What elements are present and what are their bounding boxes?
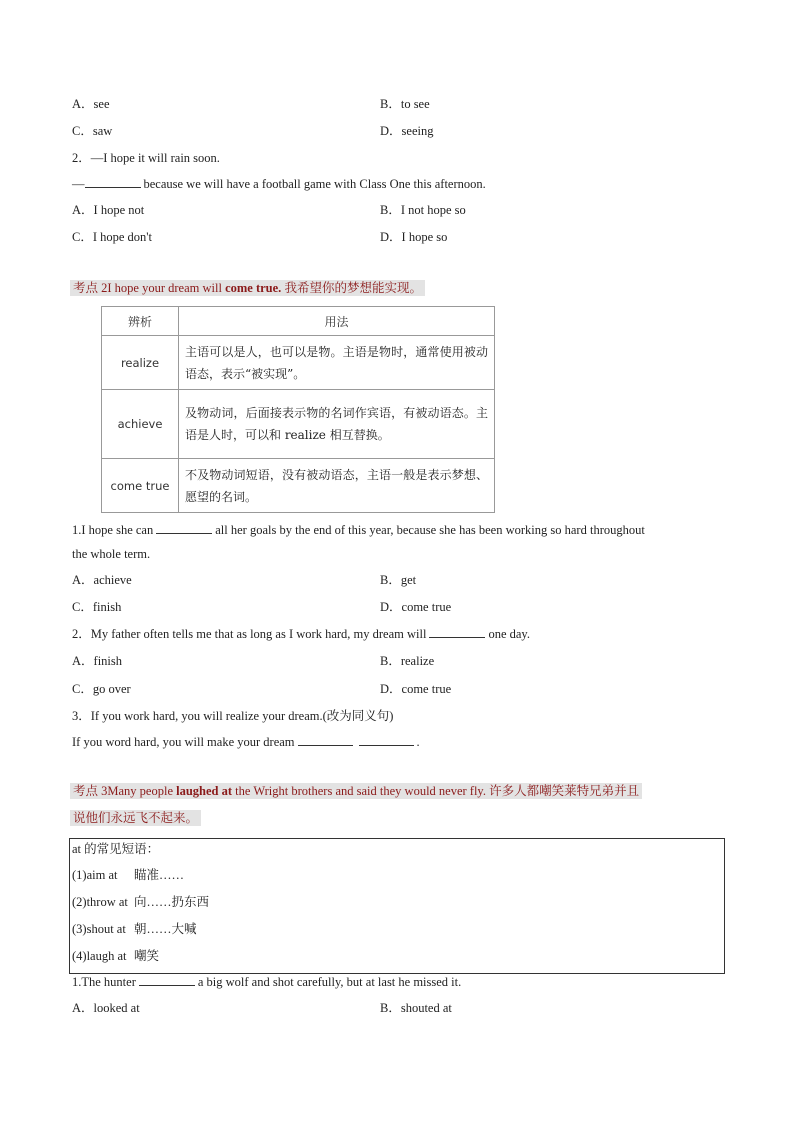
option-d: D．seeing — [380, 124, 434, 138]
q2-option-b: B．I not hope so — [380, 203, 466, 217]
comparison-table — [101, 306, 495, 513]
term-cell: realize — [102, 336, 179, 390]
phrase-item: (2)throw at 向……扔东西 — [72, 895, 210, 909]
phrase-item: (1)aim at 瞄准…… — [72, 868, 185, 882]
ex3-option-a: A．looked at — [72, 1001, 140, 1015]
ex2-question-1: 1.I hope she can all her goals by the end of this year, because she has been working so hard throughout — [72, 523, 645, 537]
option-a: A．see — [72, 97, 110, 111]
ex2-q2-option-b: B．realize — [380, 654, 435, 668]
ex2-q1-option-b: B．get — [380, 573, 417, 587]
kaodian-2-heading: 考点 2I hope your dream will come true. 我希望你的梦想能实现。 — [70, 280, 425, 296]
ex2-question-2: 2．My father often tells me that as long as I work hard, my dream will one day. — [72, 627, 530, 641]
answer-blank — [85, 176, 141, 188]
q2-option-a: A．I hope not — [72, 203, 145, 217]
answer-blank — [139, 974, 195, 986]
usage-cell: 及物动词，后面接表示物的名词作宾语，有被动语态。主语是人时，可以和 realize 相互替换。 — [179, 390, 495, 459]
kaodian-3-heading-cont: 说他们永远飞不起来。 — [70, 810, 201, 826]
term-cell: achieve — [102, 390, 179, 459]
table-row — [102, 459, 495, 513]
ex2-q2-option-d: D．come true — [380, 682, 452, 696]
phrase-box-title: at 的常见短语： — [72, 842, 160, 856]
question-2-reply: — because we will have a football game with Class One this afternoon. — [72, 177, 486, 191]
phrase-item: (4)laugh at 嘲笑 — [72, 949, 160, 963]
usage-cell: 主语可以是人，也可以是物。主语是物时，通常使用被动语态，表示“被实现”。 — [179, 336, 495, 390]
ex2-q1-option-a: A．achieve — [72, 573, 132, 587]
q2-option-d: D．I hope so — [380, 230, 448, 244]
table-header-row — [102, 307, 495, 336]
ex2-question-1-cont: the whole term. — [72, 547, 151, 561]
usage-cell: 不及物动词短语，没有被动语态，主语一般是表示梦想、愿望的名词。 — [179, 459, 495, 513]
option-b: B．to see — [380, 97, 430, 111]
ex2-question-3-answer: If you word hard, you will make your dream . — [72, 735, 420, 749]
kaodian-3-heading: 考点 3Many people laughed at the Wright brothers and said they would never fly. 许多人都嘲笑莱特兄弟并且 — [70, 783, 642, 799]
q2-option-c: C．I hope don't — [72, 230, 153, 244]
question-2-prompt: 2．—I hope it will rain soon. — [72, 151, 220, 165]
answer-blank — [298, 734, 353, 746]
term-cell: come true — [102, 459, 179, 513]
header-usage: 用法 — [179, 307, 495, 336]
answer-blank — [359, 734, 414, 746]
ex2-q2-option-c: C．go over — [72, 682, 131, 696]
phrase-box — [69, 838, 725, 974]
ex2-q2-option-a: A．finish — [72, 654, 123, 668]
table-row — [102, 390, 495, 459]
answer-blank — [156, 522, 212, 534]
ex2-q1-option-d: D．come true — [380, 600, 452, 614]
table-row — [102, 336, 495, 390]
ex3-question-1: 1.The hunter a big wolf and shot carefully, but at last he missed it. — [72, 975, 462, 989]
ex2-question-3: 3．If you work hard, you will realize your dream.(改为同义句) — [72, 709, 394, 723]
option-c: C．saw — [72, 124, 113, 138]
answer-blank — [429, 626, 485, 638]
phrase-item: (3)shout at 朝……大喊 — [72, 922, 197, 936]
ex3-option-b: B．shouted at — [380, 1001, 452, 1015]
ex2-q1-option-c: C．finish — [72, 600, 122, 614]
header-term: 辨析 — [102, 307, 179, 336]
